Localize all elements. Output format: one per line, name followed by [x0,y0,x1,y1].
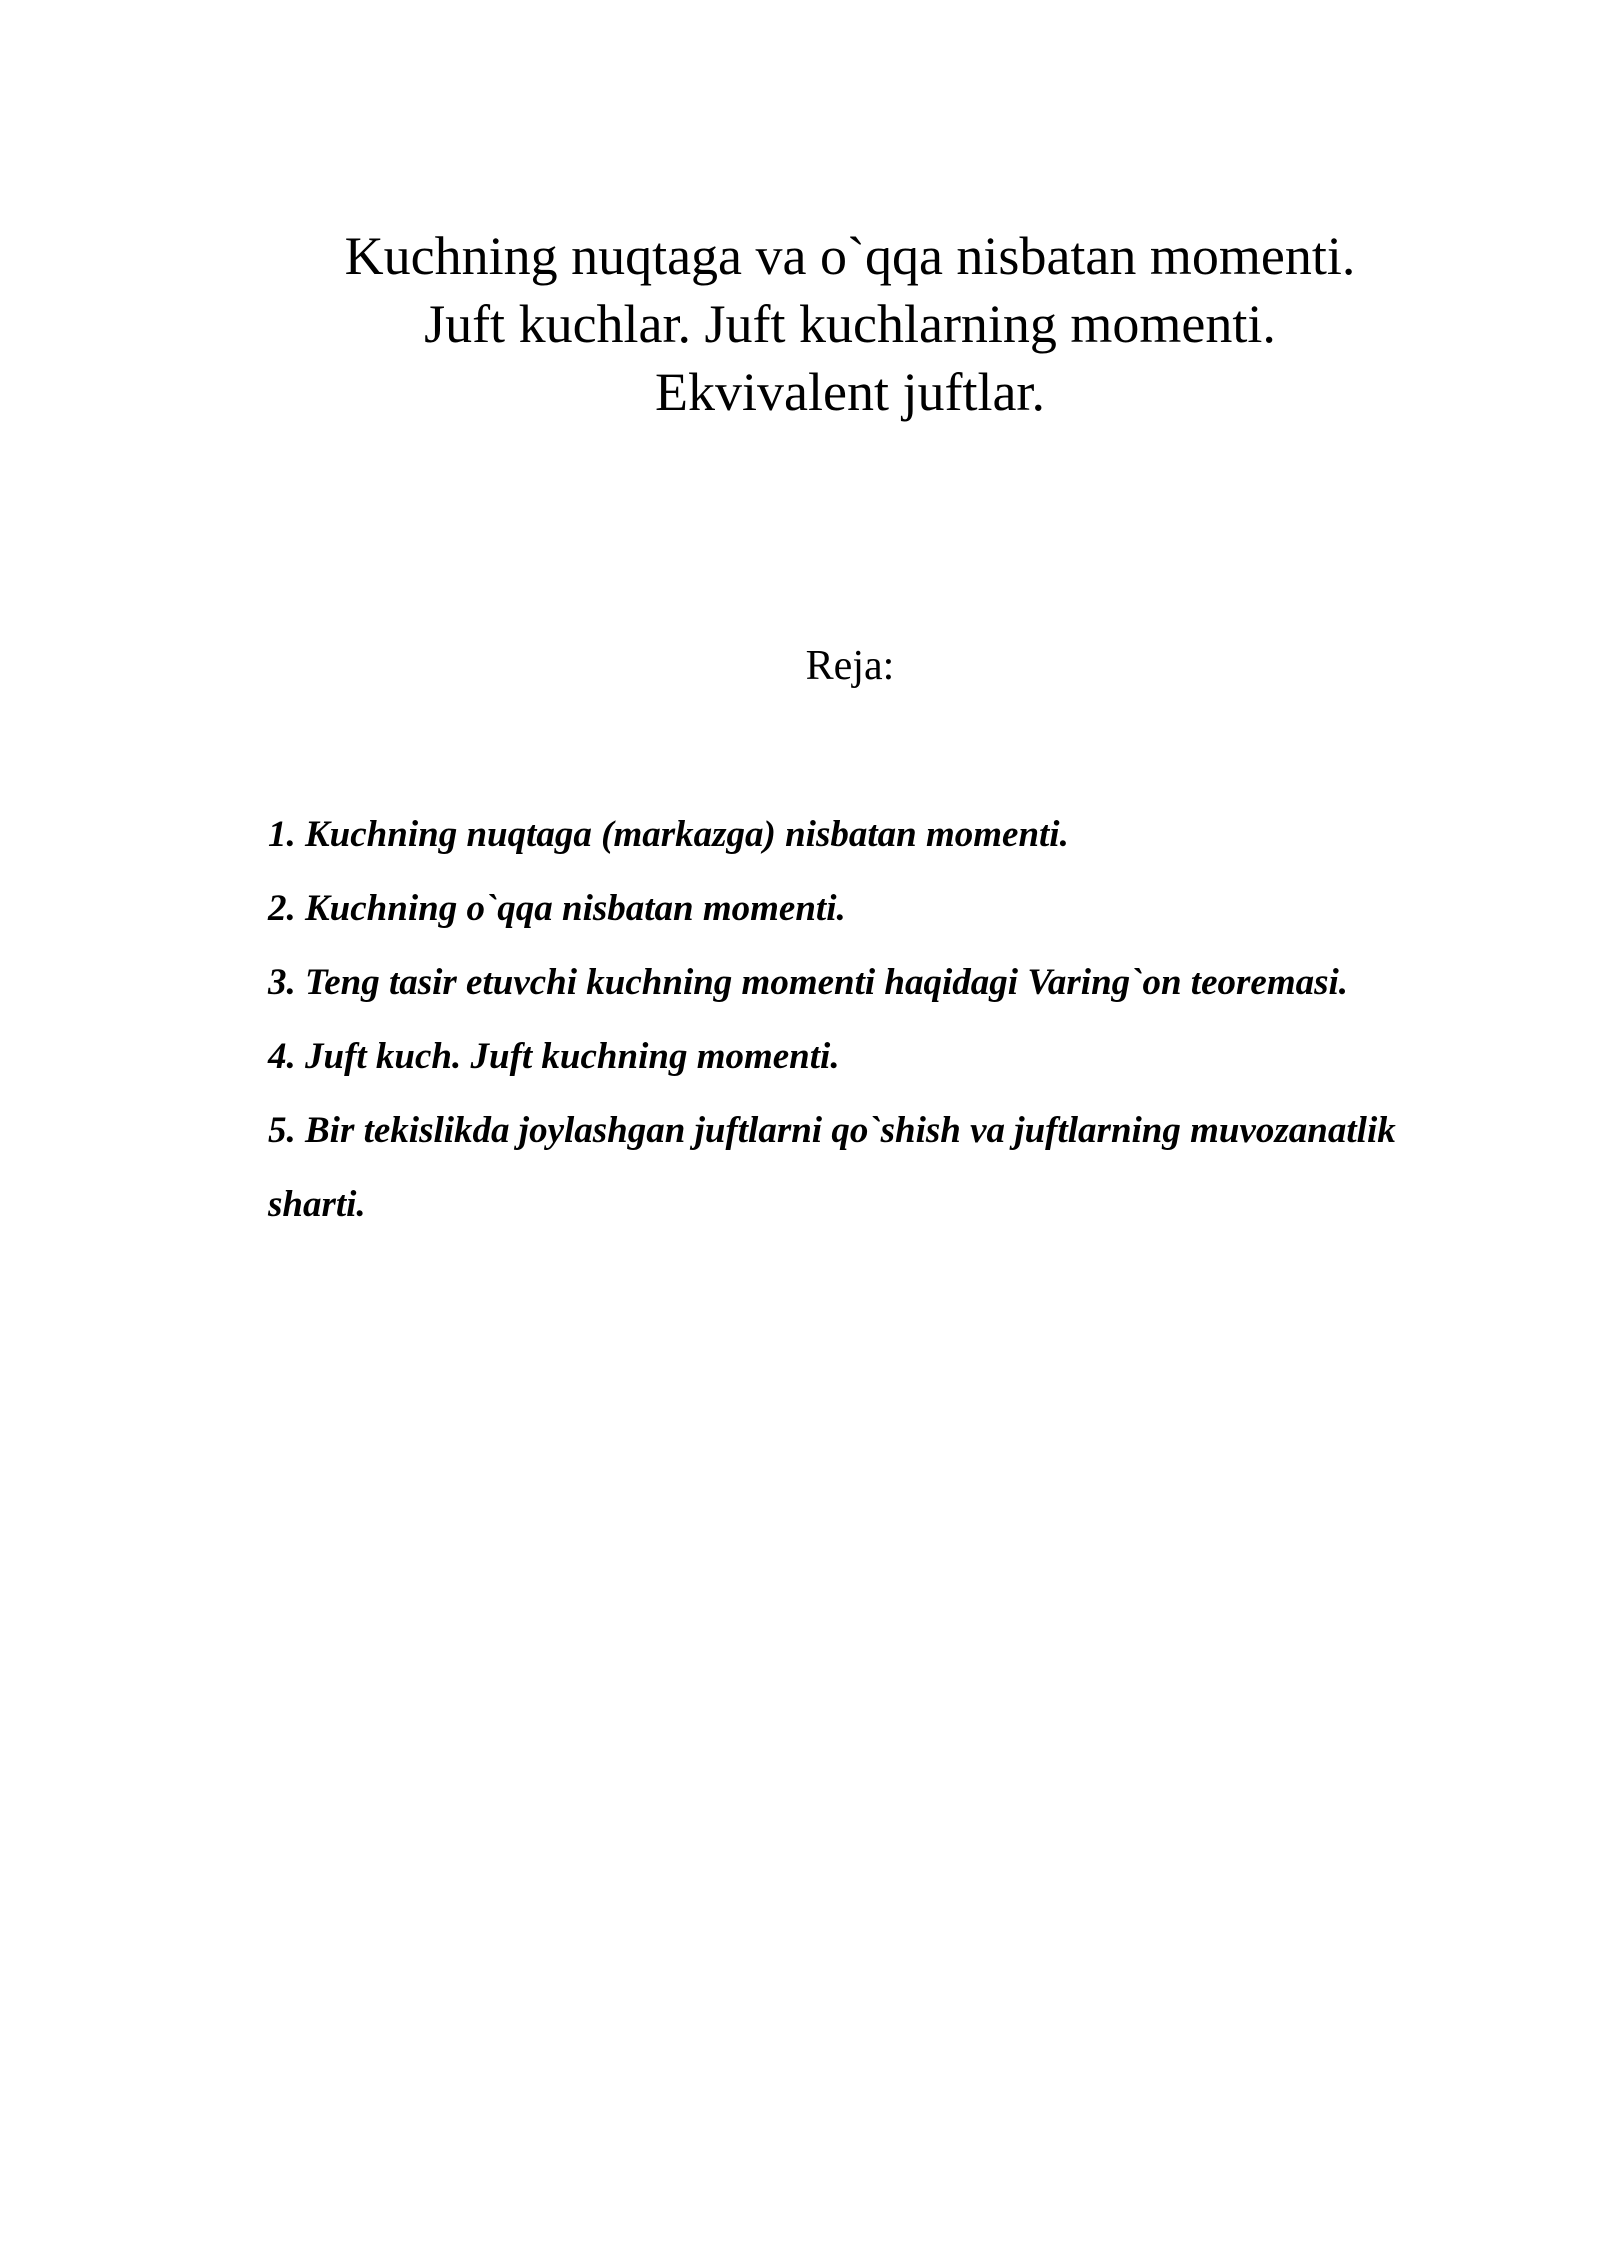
document-title [0,222,1600,426]
plan-item-3: 3. Teng tasir etuvchi kuchning momenti haqidagi Varing`on teoremasi. [268,962,1349,1003]
plan-item-1: 1. Kuchning nuqtaga (markazga) nisbatan momenti. [268,814,1069,855]
plan-item-5: 5. Bir tekislikda joylashgan juftlarni qo`shish va juftlarning muvozanatlik sharti. [268,1110,1396,1225]
plan-list [268,798,1408,1242]
title-line-2: Juft kuchlar. Juft kuchlarning momenti. [424,294,1276,354]
title-line-3: Ekvivalent juftlar. [655,362,1045,422]
plan-item-2: 2. Kuchning o`qqa nisbatan momenti. [268,888,846,929]
title-line-1: Kuchning nuqtaga va o`qqa nisbatan momenti. [344,226,1356,286]
plan-item-4: 4. Juft kuch. Juft kuchning momenti. [268,1036,840,1077]
plan-heading: Reja: [805,643,895,689]
